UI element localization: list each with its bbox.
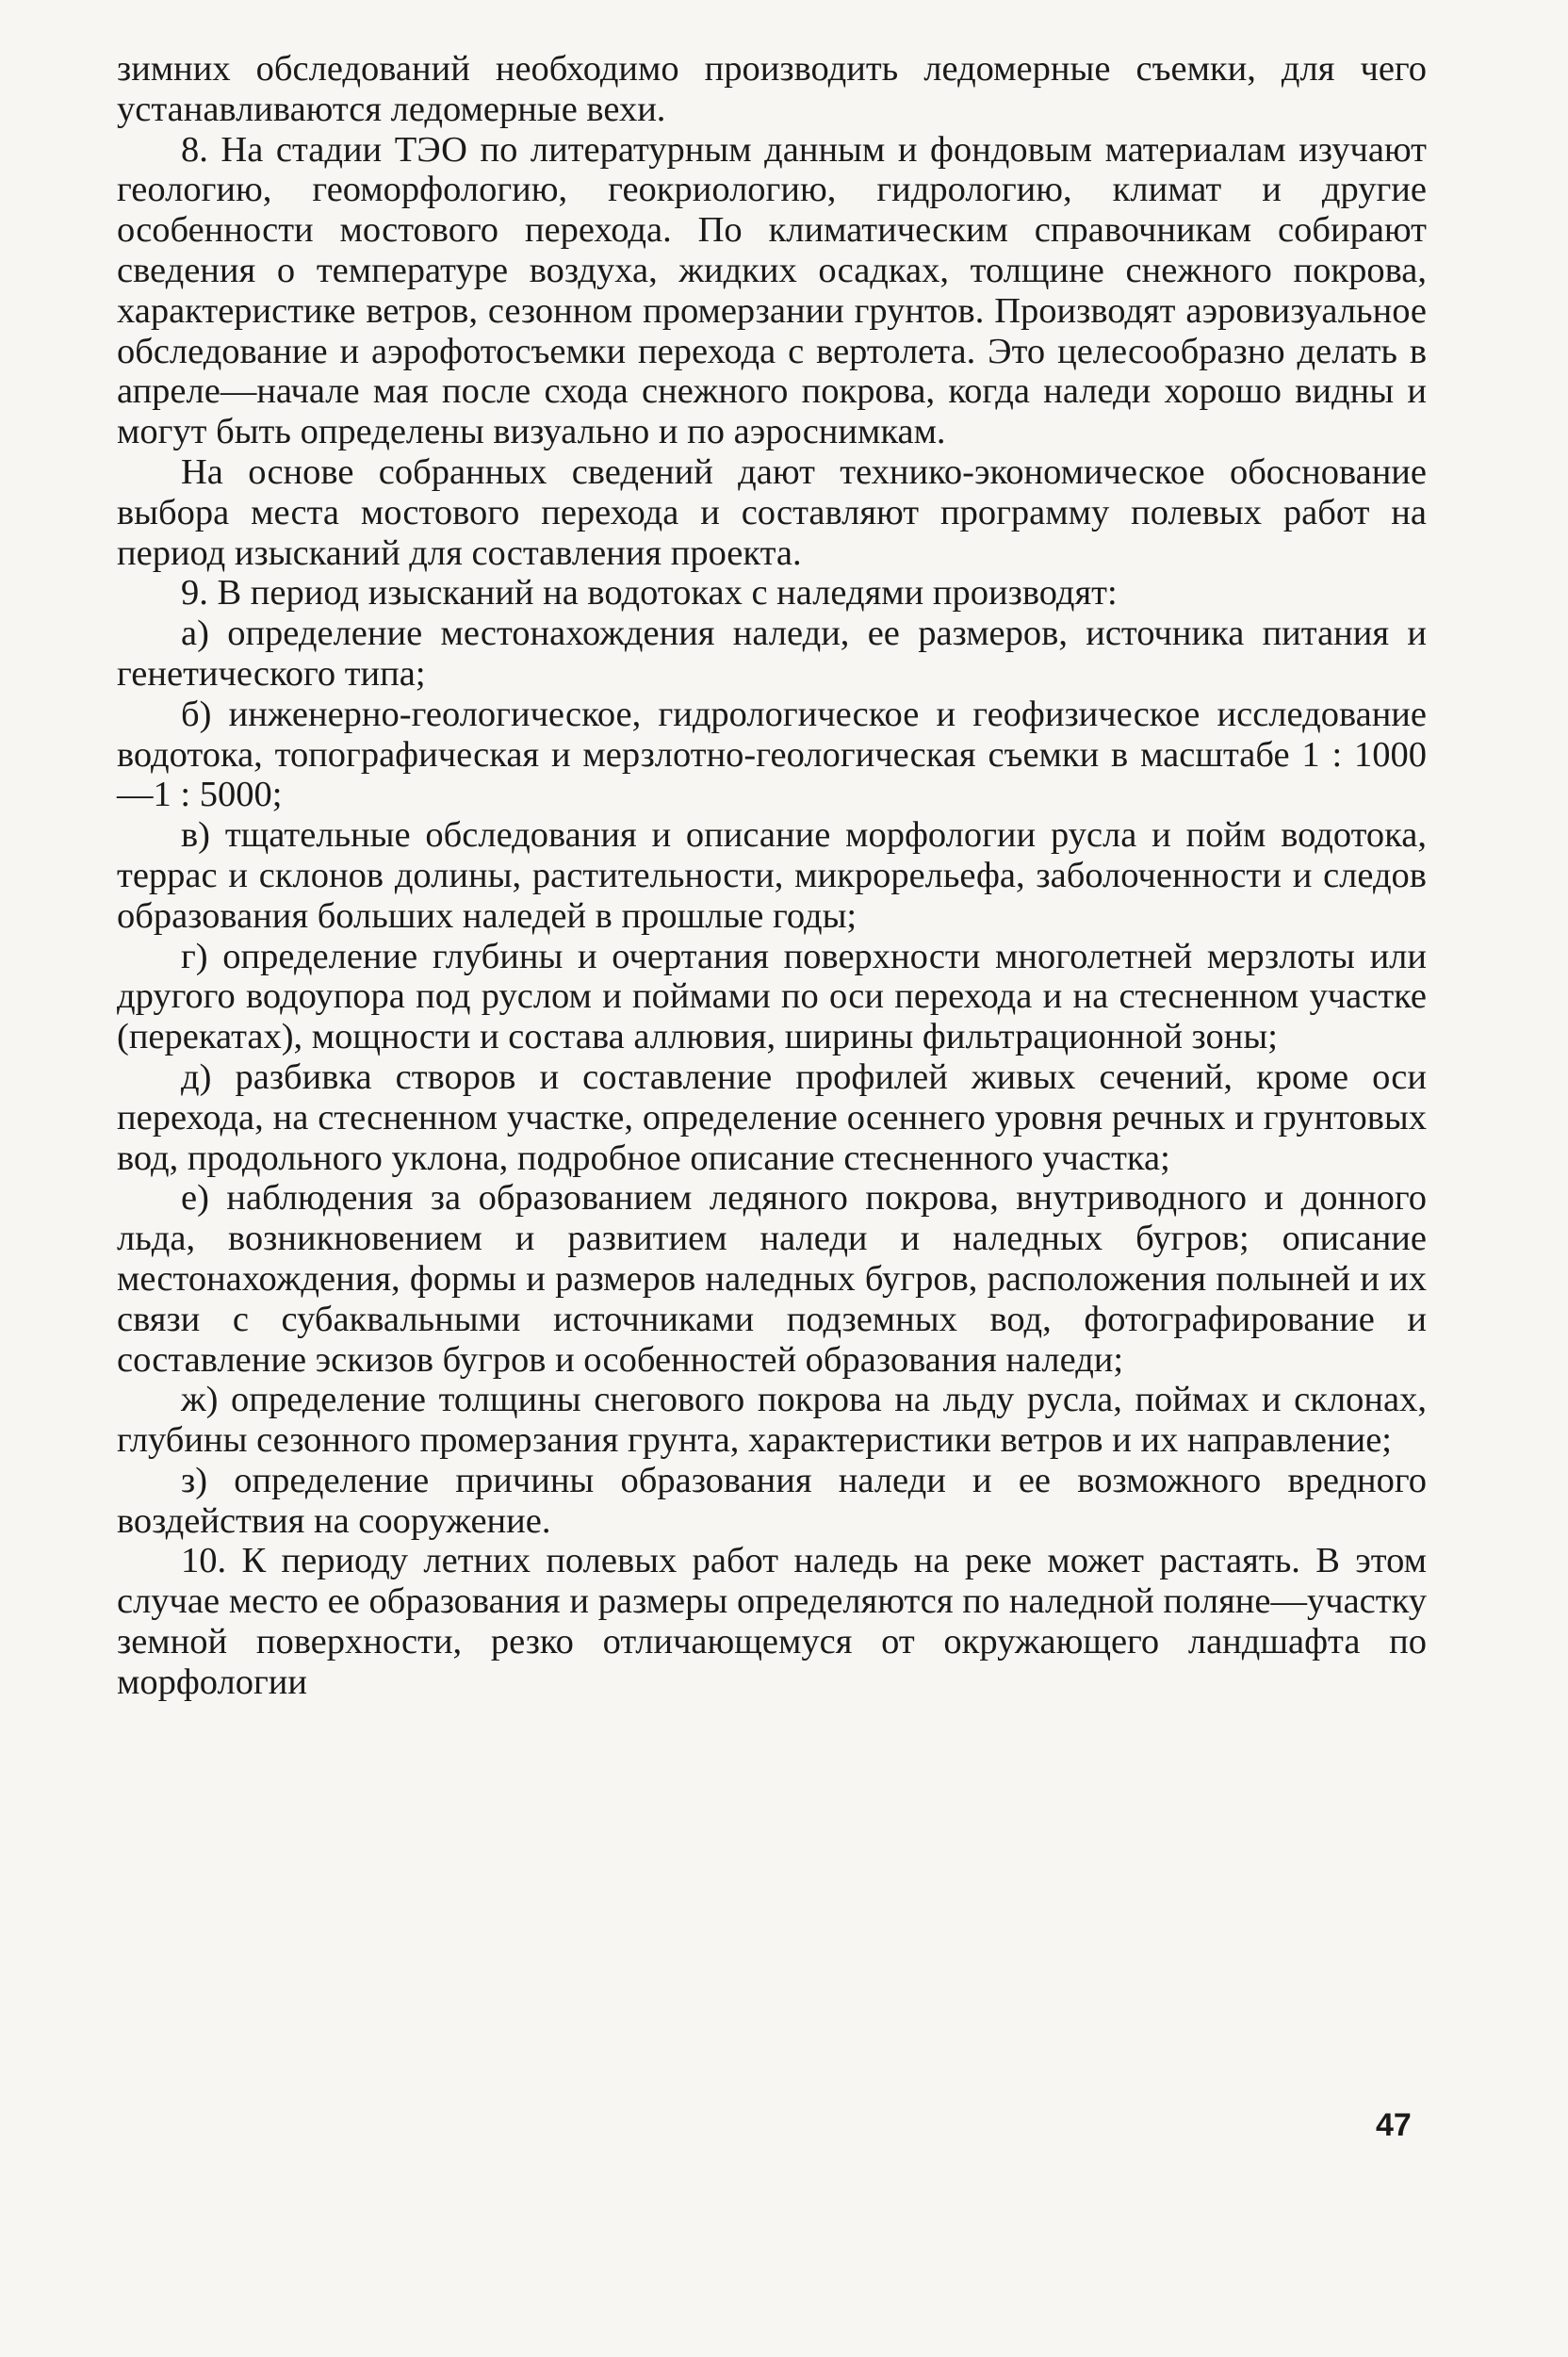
paragraph-continuation: зимних обследований необходимо производить ледомерные съемки, для чего устанавливаются ледомерные вехи.: [117, 49, 1427, 129]
list-item-g: г) определение глубины и очертания поверхности многолетней мерзлоты или другого водоупора под руслом и поймами по оси перехода и на стесненном участке (перекатах), мощности и состава аллювия, ширины фильтрационной зоны;: [117, 936, 1427, 1057]
paragraph-feasibility: На основе собранных сведений дают технико-экономическое обоснование выбора места мостового перехода и составляют программу полевых работ на период изысканий для составления проекта.: [117, 451, 1427, 573]
page-body: [117, 49, 1427, 1703]
paragraph-item-9: 9. В период изысканий на водотоках с наледями производят:: [181, 573, 1118, 614]
list-item-a: а) определение местонахождения наледи, ее размеров, источника питания и генетического типа;: [117, 614, 1427, 694]
paragraph-item-10: 10. К периоду летних полевых работ наледь на реке может растаять. В этом случае место ее образования и размеры определяются по наледной поляне—участку земной поверхности, резко отличающемуся от окружающего ландшафта по морфологии: [117, 1541, 1427, 1702]
list-item-z: з) определение причины образования наледи и ее возможного вредного воздействия на сооружение.: [117, 1460, 1427, 1541]
list-item-b: б) инженерно-геологическое, гидрологическое и геофизическое исследование водотока, топографическая и мерзлотно-геологическая съемки в масштабе 1 : 1000—1 : 5000;: [117, 694, 1427, 815]
list-item-v: в) тщательные обследования и описание морфологии русла и пойм водотока, террас и склонов долины, растительности, микрорельефа, заболоченности и следов образования больших наледей в прошлые годы;: [117, 815, 1427, 936]
list-item-zh: ж) определение толщины снегового покрова на льду русла, поймах и склонах, глубины сезонного промерзания грунта, характеристики ветров и их направление;: [117, 1380, 1427, 1461]
list-item-d: д) разбивка створов и составление профилей живых сечений, кроме оси перехода, на стесненном участке, определение осеннего уровня речных и грунтовых вод, продольного уклона, подробное описание стесненного участка;: [117, 1056, 1427, 1178]
list-item-e: е) наблюдения за образованием ледяного покрова, внутриводного и донного льда, возникновением и развитием наледи и наледных бугров; описание местонахождения, формы и размеров наледных бугров, расположения полыней и их связи с субаквальными источниками подземных вод, фотографирование и составление эскизов бугров и особенностей образования наледи;: [117, 1178, 1427, 1380]
paragraph-item-8: 8. На стадии ТЭО по литературным данным и фондовым материалам изучают геологию, геоморфологию, геокриологию, гидрологию, климат и другие особенности мостового перехода. По климатическим справочникам собирают сведения о температуре воздуха, жидких осадках, толщине снежного покрова, характеристике ветров, сезонном промерзании грунтов. Производят аэровизуальное обследование и аэрофотосъемки перехода с вертолета. Это целесообразно делать в апреле—начале мая после схода снежного покрова, когда наледи хорошо видны и могут быть определены визуально и по аэроснимкам.: [117, 129, 1427, 452]
page-number: 47: [1376, 2107, 1412, 2143]
